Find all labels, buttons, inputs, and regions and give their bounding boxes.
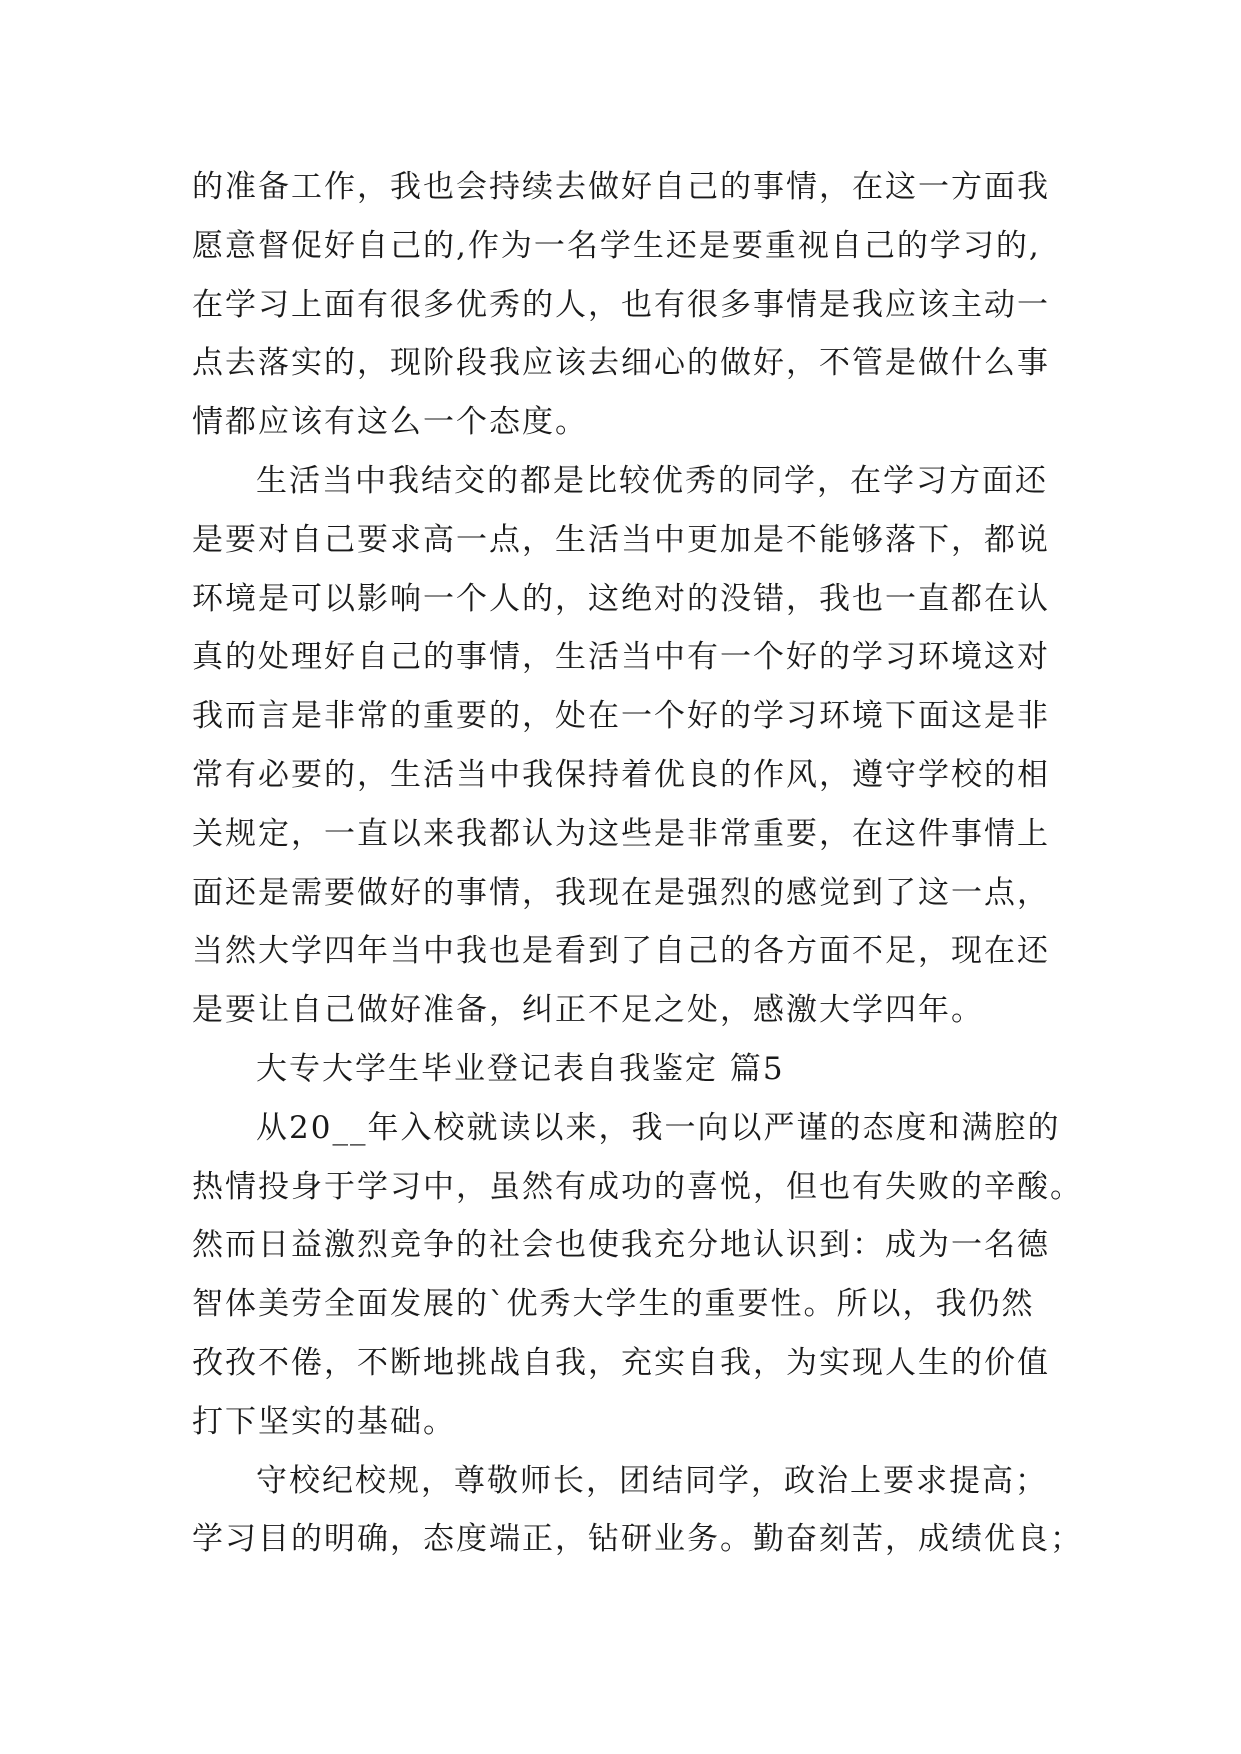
text-line: 热情投身于学习中，虽然有成功的喜悦，但也有失败的辛酸。 (192, 1168, 1083, 1205)
text-line: 环境是可以影响一个人的，这绝对的没错，我也一直都在认 (192, 580, 1050, 617)
text-line: 在学习上面有很多优秀的人，也有很多事情是我应该主动一 (192, 286, 1050, 323)
text-line: 守校纪校规，尊敬师长，团结同学，政治上要求提高； (256, 1462, 1048, 1499)
text-line: 打下坚实的基础。 (192, 1403, 456, 1440)
text-line: 的准备工作，我也会持续去做好自己的事情，在这一方面我 (192, 169, 1050, 205)
text-line: 智体美劳全面发展的`优秀大学生的重要性。所以，我仍然 (192, 1286, 1035, 1323)
document-body (192, 158, 1092, 1569)
text-line: 面还是需要做好的事情，我现在是强烈的感觉到了这一点， (192, 874, 1050, 911)
text-line: 是要让自己做好准备，纠正不足之处，感激大学四年。 (192, 992, 984, 1029)
text-line: 愿意督促好自己的,作为一名学生还是要重视自己的学习的, (192, 227, 1041, 264)
text-line: 从20__年入校就读以来，我一向以严谨的态度和满腔的 (256, 1109, 1061, 1146)
text-line: 是要对自己要求高一点，生活当中更加是不能够落下，都说 (192, 521, 1050, 558)
text-line: 孜孜不倦，不断地挑战自我，充实自我，为实现人生的价值 (192, 1344, 1050, 1381)
text-line: 点去落实的，现阶段我应该去细心的做好，不管是做什么事 (192, 345, 1050, 382)
text-line: 大专大学生毕业登记表自我鉴定 篇5 (256, 1050, 785, 1087)
text-line: 真的处理好自己的事情，生活当中有一个好的学习环境这对 (192, 639, 1050, 676)
text-line: 情都应该有这么一个态度。 (192, 404, 588, 441)
text-line: 然而日益激烈竞争的社会也使我充分地认识到：成为一名德 (192, 1227, 1050, 1264)
text-line: 我而言是非常的重要的，处在一个好的学习环境下面这是非 (192, 698, 1050, 735)
text-line: 常有必要的，生活当中我保持着优良的作风，遵守学校的相 (192, 756, 1050, 793)
text-line: 学习目的明确，态度端正，钻研业务。勤奋刻苦，成绩优良； (192, 1521, 1083, 1558)
text-line: 生活当中我结交的都是比较优秀的同学，在学习方面还 (256, 462, 1048, 499)
text-line: 当然大学四年当中我也是看到了自己的各方面不足，现在还 (192, 933, 1050, 970)
text-line: 关规定，一直以来我都认为这些是非常重要，在这件事情上 (192, 815, 1050, 852)
